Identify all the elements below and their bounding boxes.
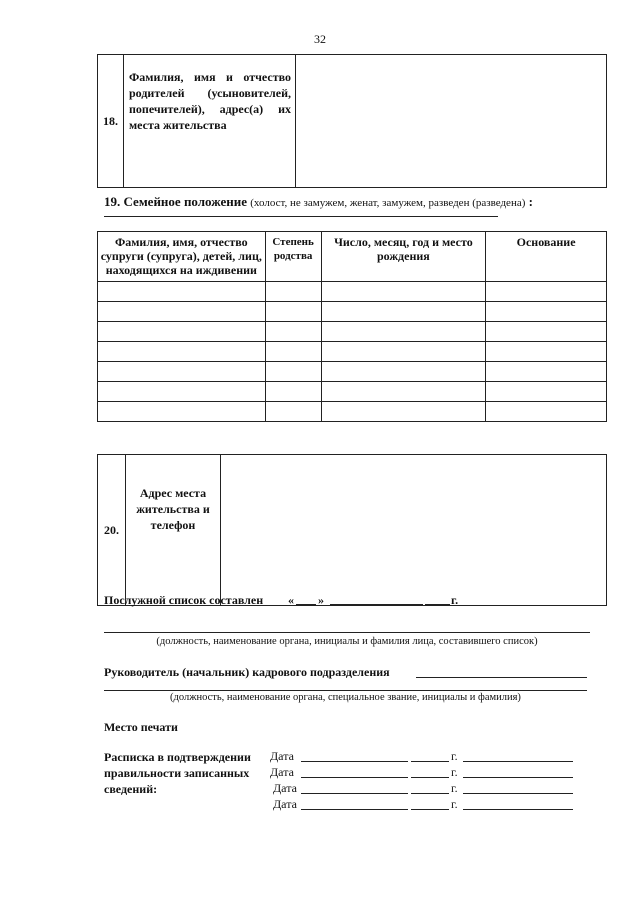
- table-cell[interactable]: [321, 322, 486, 342]
- receipt-date-field[interactable]: [301, 793, 408, 794]
- table-cell[interactable]: [98, 302, 266, 322]
- table-cell[interactable]: [486, 322, 607, 342]
- table-cell[interactable]: [265, 302, 321, 322]
- hr-head-field[interactable]: [416, 677, 587, 678]
- receipt-line-1: Расписка в подтверждении: [104, 750, 251, 764]
- table-cell[interactable]: [265, 342, 321, 362]
- table-cell[interactable]: [486, 402, 607, 422]
- hr-head-label: Руководитель (начальник) кадрового подразделения: [104, 665, 390, 679]
- table-row: [98, 342, 607, 362]
- table-cell[interactable]: [265, 322, 321, 342]
- table-cell[interactable]: [98, 402, 266, 422]
- table-cell[interactable]: [98, 382, 266, 402]
- table-cell[interactable]: [98, 282, 266, 302]
- receipt-signature-field[interactable]: [463, 809, 573, 810]
- table-row: [98, 282, 607, 302]
- receipt-year-suffix: г.: [451, 765, 458, 779]
- receipt-year-suffix: г.: [451, 781, 458, 795]
- receipt-signature-field[interactable]: [463, 761, 573, 762]
- day-field[interactable]: [296, 604, 316, 605]
- table-cell[interactable]: [321, 282, 486, 302]
- section-20-label: Адрес места жительства и телефон: [126, 455, 221, 606]
- section-18-table: [97, 54, 607, 188]
- compiler-line[interactable]: [104, 632, 590, 633]
- table-cell[interactable]: [486, 342, 607, 362]
- receipt-date-label: Дата: [270, 749, 294, 763]
- family-table: [97, 231, 607, 422]
- section-18-number: 18.: [98, 55, 124, 188]
- quote-close: »: [318, 593, 324, 607]
- section-19-title: 19. Семейное положение: [104, 194, 248, 209]
- receipt-date-field[interactable]: [301, 777, 408, 778]
- receipt-date-field[interactable]: [301, 761, 408, 762]
- hr-head-caption: (должность, наименование органа, специальное звание, инициалы и фамилия): [170, 692, 521, 703]
- table-row: [98, 402, 607, 422]
- compiler-caption: (должность, наименование органа, инициалы и фамилия лица, составившего список): [156, 636, 538, 647]
- section-18-label: Фамилия, имя и отчество родителей (усыновителей, попечителей), адрес(а) их места жительства: [124, 55, 296, 188]
- table-cell[interactable]: [486, 302, 607, 322]
- receipt-year-suffix: г.: [451, 797, 458, 811]
- section-20-value-cell[interactable]: [221, 455, 607, 606]
- table-cell[interactable]: [486, 362, 607, 382]
- section-18-value-cell[interactable]: [296, 55, 607, 188]
- table-row: [98, 322, 607, 342]
- receipt-year-field[interactable]: [411, 809, 449, 810]
- table-cell[interactable]: [265, 362, 321, 382]
- table-cell[interactable]: [98, 322, 266, 342]
- receipt-line-3: сведений:: [104, 782, 158, 796]
- receipt-date-label: Дата: [273, 781, 297, 795]
- section-19-options: (холост, не замужем, женат, замужем, разведен (разведена): [250, 197, 526, 209]
- section-20-number: 20.: [98, 455, 126, 606]
- receipt-signature-field[interactable]: [463, 777, 573, 778]
- marital-status-line[interactable]: [104, 216, 498, 217]
- year-suffix: г.: [451, 593, 459, 607]
- receipt-date-field[interactable]: [301, 809, 408, 810]
- table-row: [98, 362, 607, 382]
- quote-open: «: [288, 593, 294, 607]
- table-cell[interactable]: [321, 382, 486, 402]
- table-cell[interactable]: [265, 402, 321, 422]
- table-cell[interactable]: [486, 282, 607, 302]
- page-number: 32: [314, 32, 326, 46]
- receipt-year-field[interactable]: [411, 761, 449, 762]
- receipt-signature-field[interactable]: [463, 793, 573, 794]
- header-relation: Степень родства: [265, 232, 321, 282]
- table-cell[interactable]: [486, 382, 607, 402]
- header-basis: Основание: [486, 232, 607, 282]
- header-birth: Число, месяц, год и место рождения: [321, 232, 486, 282]
- family-table-body: [98, 282, 607, 422]
- receipt-label: [104, 749, 251, 797]
- table-cell[interactable]: [265, 382, 321, 402]
- table-cell[interactable]: [265, 282, 321, 302]
- table-cell[interactable]: [321, 302, 486, 322]
- table-cell[interactable]: [321, 362, 486, 382]
- stamp-place: Место печати: [104, 720, 178, 734]
- table-row: [98, 302, 607, 322]
- header-name: Фамилия, имя, отчество супруги (супруга), детей, лиц, находящихся на иждивении: [98, 232, 266, 282]
- table-cell[interactable]: [321, 342, 486, 362]
- table-cell[interactable]: [321, 402, 486, 422]
- table-cell[interactable]: [98, 362, 266, 382]
- receipt-line-2: правильности записанных: [104, 766, 250, 780]
- receipt-year-suffix: г.: [451, 749, 458, 763]
- hr-head-line[interactable]: [104, 690, 587, 691]
- month-field[interactable]: [330, 604, 423, 605]
- year-field[interactable]: [425, 604, 450, 605]
- receipt-date-label: Дата: [273, 797, 297, 811]
- service-list-label: Послужной список составлен: [104, 593, 264, 607]
- section-19-heading: [104, 194, 533, 210]
- receipt-year-field[interactable]: [411, 793, 449, 794]
- receipt-year-field[interactable]: [411, 777, 449, 778]
- family-table-header: [98, 232, 607, 282]
- table-row: [98, 382, 607, 402]
- table-cell[interactable]: [98, 342, 266, 362]
- receipt-date-label: Дата: [270, 765, 294, 779]
- section-20-table: [97, 454, 607, 606]
- section-19-colon: :: [528, 194, 533, 209]
